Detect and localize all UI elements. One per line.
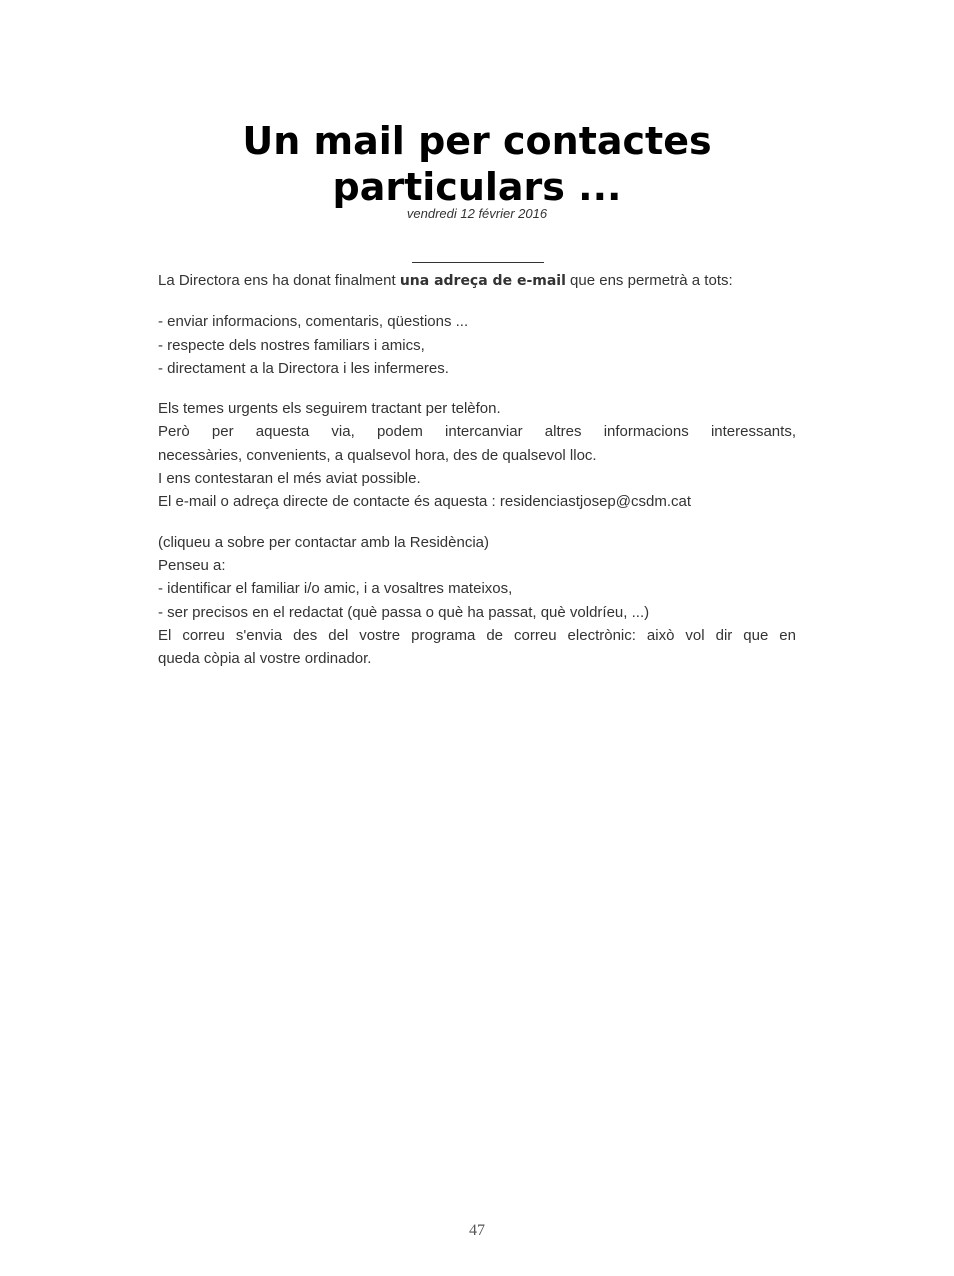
usage-line: necessàries, convenients, a qualsevol hora, des de qualsevol lloc. bbox=[158, 446, 597, 464]
instruction-line: El correu s'envia des del vostre programa de correu electrònic: això vol dir que en bbox=[158, 626, 796, 644]
list-item: - directament a la Directora i les infermeres. bbox=[158, 359, 449, 377]
intro-email-emphasis: una adreça de e-mail bbox=[399, 273, 566, 289]
usage-line: I ens contestaran el més aviat possible. bbox=[158, 470, 421, 488]
contact-email-line[interactable]: El e-mail o adreça directe de contacte és aquesta : residenciastjosep@csdm.cat bbox=[158, 493, 691, 511]
purpose-list bbox=[158, 310, 796, 380]
usage-line: Els temes urgents els seguirem tractant per telèfon. bbox=[158, 400, 501, 418]
page-number: 47 bbox=[469, 1222, 485, 1239]
usage-paragraph bbox=[158, 397, 796, 513]
instruction-line: - ser precisos en el redactat (què passa o què ha passat, què voldríeu, ...) bbox=[158, 603, 650, 621]
intro-text-after: que ens permetrà a tots: bbox=[565, 272, 733, 289]
instruction-line: - identificar el familiar i/o amic, i a vosaltres mateixos, bbox=[158, 580, 513, 598]
instruction-line: (cliqueu a sobre per contactar amb la Residència) bbox=[158, 533, 490, 551]
list-item: - respecte dels nostres familiars i amics, bbox=[158, 336, 425, 354]
article-date: vendredi 12 février 2016 bbox=[406, 206, 548, 221]
title-divider bbox=[412, 262, 544, 263]
intro-text-before: La Directora ens ha donat finalment bbox=[158, 272, 400, 289]
list-item: - enviar informacions, comentaris, qüestions ... bbox=[158, 313, 469, 331]
intro-paragraph bbox=[158, 269, 796, 293]
instruction-line: Penseu a: bbox=[158, 556, 226, 574]
article-body bbox=[158, 269, 796, 687]
title-line-2: particulars ... bbox=[332, 165, 622, 209]
title-line-1: Un mail per contactes bbox=[242, 119, 712, 163]
instructions-paragraph bbox=[158, 531, 796, 671]
usage-line: Però per aquesta via, podem intercanviar altres informacions interessants, bbox=[158, 423, 796, 441]
article-title bbox=[0, 118, 954, 210]
instruction-line: queda còpia al vostre ordinador. bbox=[158, 650, 372, 668]
